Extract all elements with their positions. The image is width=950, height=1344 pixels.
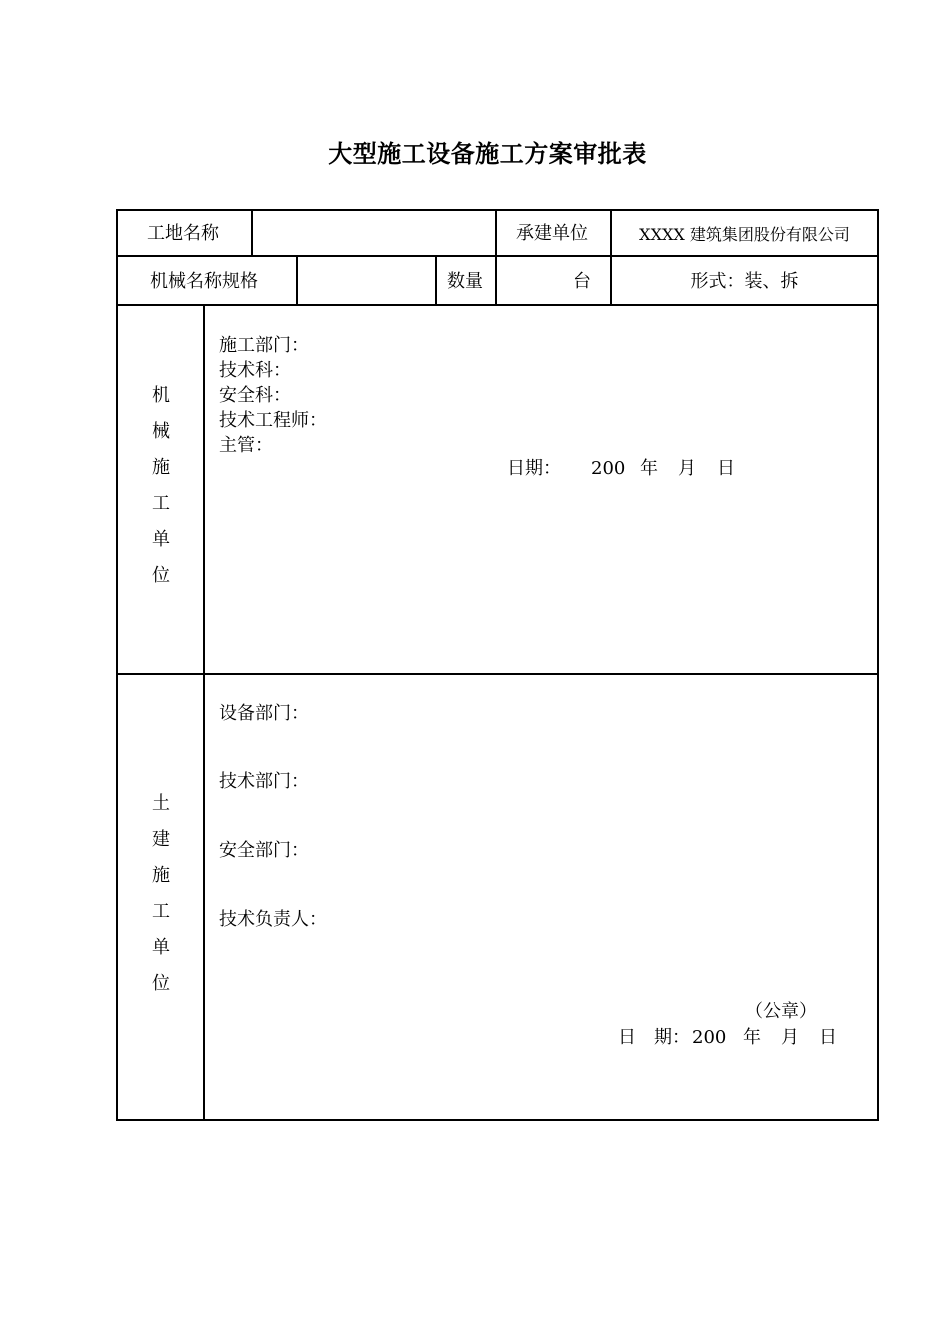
machine-spec-label: 机械名称规格 xyxy=(150,271,258,292)
row-divider-2 xyxy=(116,304,879,306)
civil-unit-label xyxy=(146,786,176,1002)
table-border-bottom xyxy=(116,1119,879,1121)
row1-col-divider-b xyxy=(495,209,497,256)
civil-date-label: 日 期： xyxy=(618,1027,690,1048)
mech-unit-label-char: 械 xyxy=(152,421,170,442)
civil-equipment-dept: 设备部门： xyxy=(219,703,309,724)
mech-date-year: 200 xyxy=(591,458,626,479)
civil-unit-label-char: 位 xyxy=(152,973,170,994)
row-divider-3 xyxy=(116,673,879,675)
mech-date-label: 日期： xyxy=(507,458,561,479)
quantity-unit: 台 xyxy=(573,271,591,292)
civil-unit-label-char: 工 xyxy=(152,901,170,922)
mech-safety-section: 安全科： xyxy=(219,385,291,406)
mech-date-day-char: 日 xyxy=(717,458,735,479)
mech-construction-dept: 施工部门： xyxy=(219,335,309,356)
table-border-top xyxy=(116,209,879,211)
mech-unit-label-char: 单 xyxy=(152,529,170,550)
civil-date-year-char: 年 xyxy=(743,1027,761,1048)
civil-date-day-char: 日 xyxy=(819,1027,837,1048)
row-divider-1 xyxy=(116,255,879,257)
mech-date-year-char: 年 xyxy=(640,458,658,479)
contractor-label: 承建单位 xyxy=(516,223,588,244)
mech-unit-label-char: 机 xyxy=(152,385,170,406)
civil-date-month-char: 月 xyxy=(781,1027,799,1048)
row2-col-divider-b xyxy=(435,255,437,305)
table-border-right xyxy=(877,209,879,1121)
table-border-left xyxy=(116,209,118,1121)
row2-col-divider-c xyxy=(495,255,497,305)
official-seal-note: （公章） xyxy=(745,1001,817,1022)
mech-unit-label xyxy=(146,378,176,594)
install-remove-form: 形式：装、拆 xyxy=(690,271,799,292)
civil-unit-label-char: 施 xyxy=(152,865,170,886)
mech-supervisor: 主管： xyxy=(219,435,273,456)
civil-unit-label-char: 土 xyxy=(152,793,170,814)
mech-date-month-char: 月 xyxy=(678,458,696,479)
civil-date-year: 200 xyxy=(692,1027,727,1048)
contractor-value: XXXX 建筑集团股份有限公司 xyxy=(639,225,850,244)
mech-unit-label-char: 工 xyxy=(152,493,170,514)
machine-spec-field[interactable] xyxy=(298,257,435,304)
mech-tech-engineer: 技术工程师： xyxy=(219,410,327,431)
civil-unit-label-char: 建 xyxy=(152,829,170,850)
mech-unit-label-char: 位 xyxy=(152,565,170,586)
civil-safety-dept: 安全部门： xyxy=(219,840,309,861)
quantity-label: 数量 xyxy=(447,271,483,292)
civil-unit-label-char: 单 xyxy=(152,937,170,958)
mech-unit-label-char: 施 xyxy=(152,457,170,478)
site-name-field[interactable] xyxy=(253,211,495,255)
civil-tech-dept: 技术部门： xyxy=(219,771,309,792)
label-column-divider xyxy=(203,304,205,1121)
form-title: 大型施工设备施工方案审批表 xyxy=(328,139,647,168)
mech-tech-section: 技术科： xyxy=(219,360,291,381)
civil-tech-lead: 技术负责人： xyxy=(219,909,327,930)
site-name-label: 工地名称 xyxy=(147,223,219,244)
